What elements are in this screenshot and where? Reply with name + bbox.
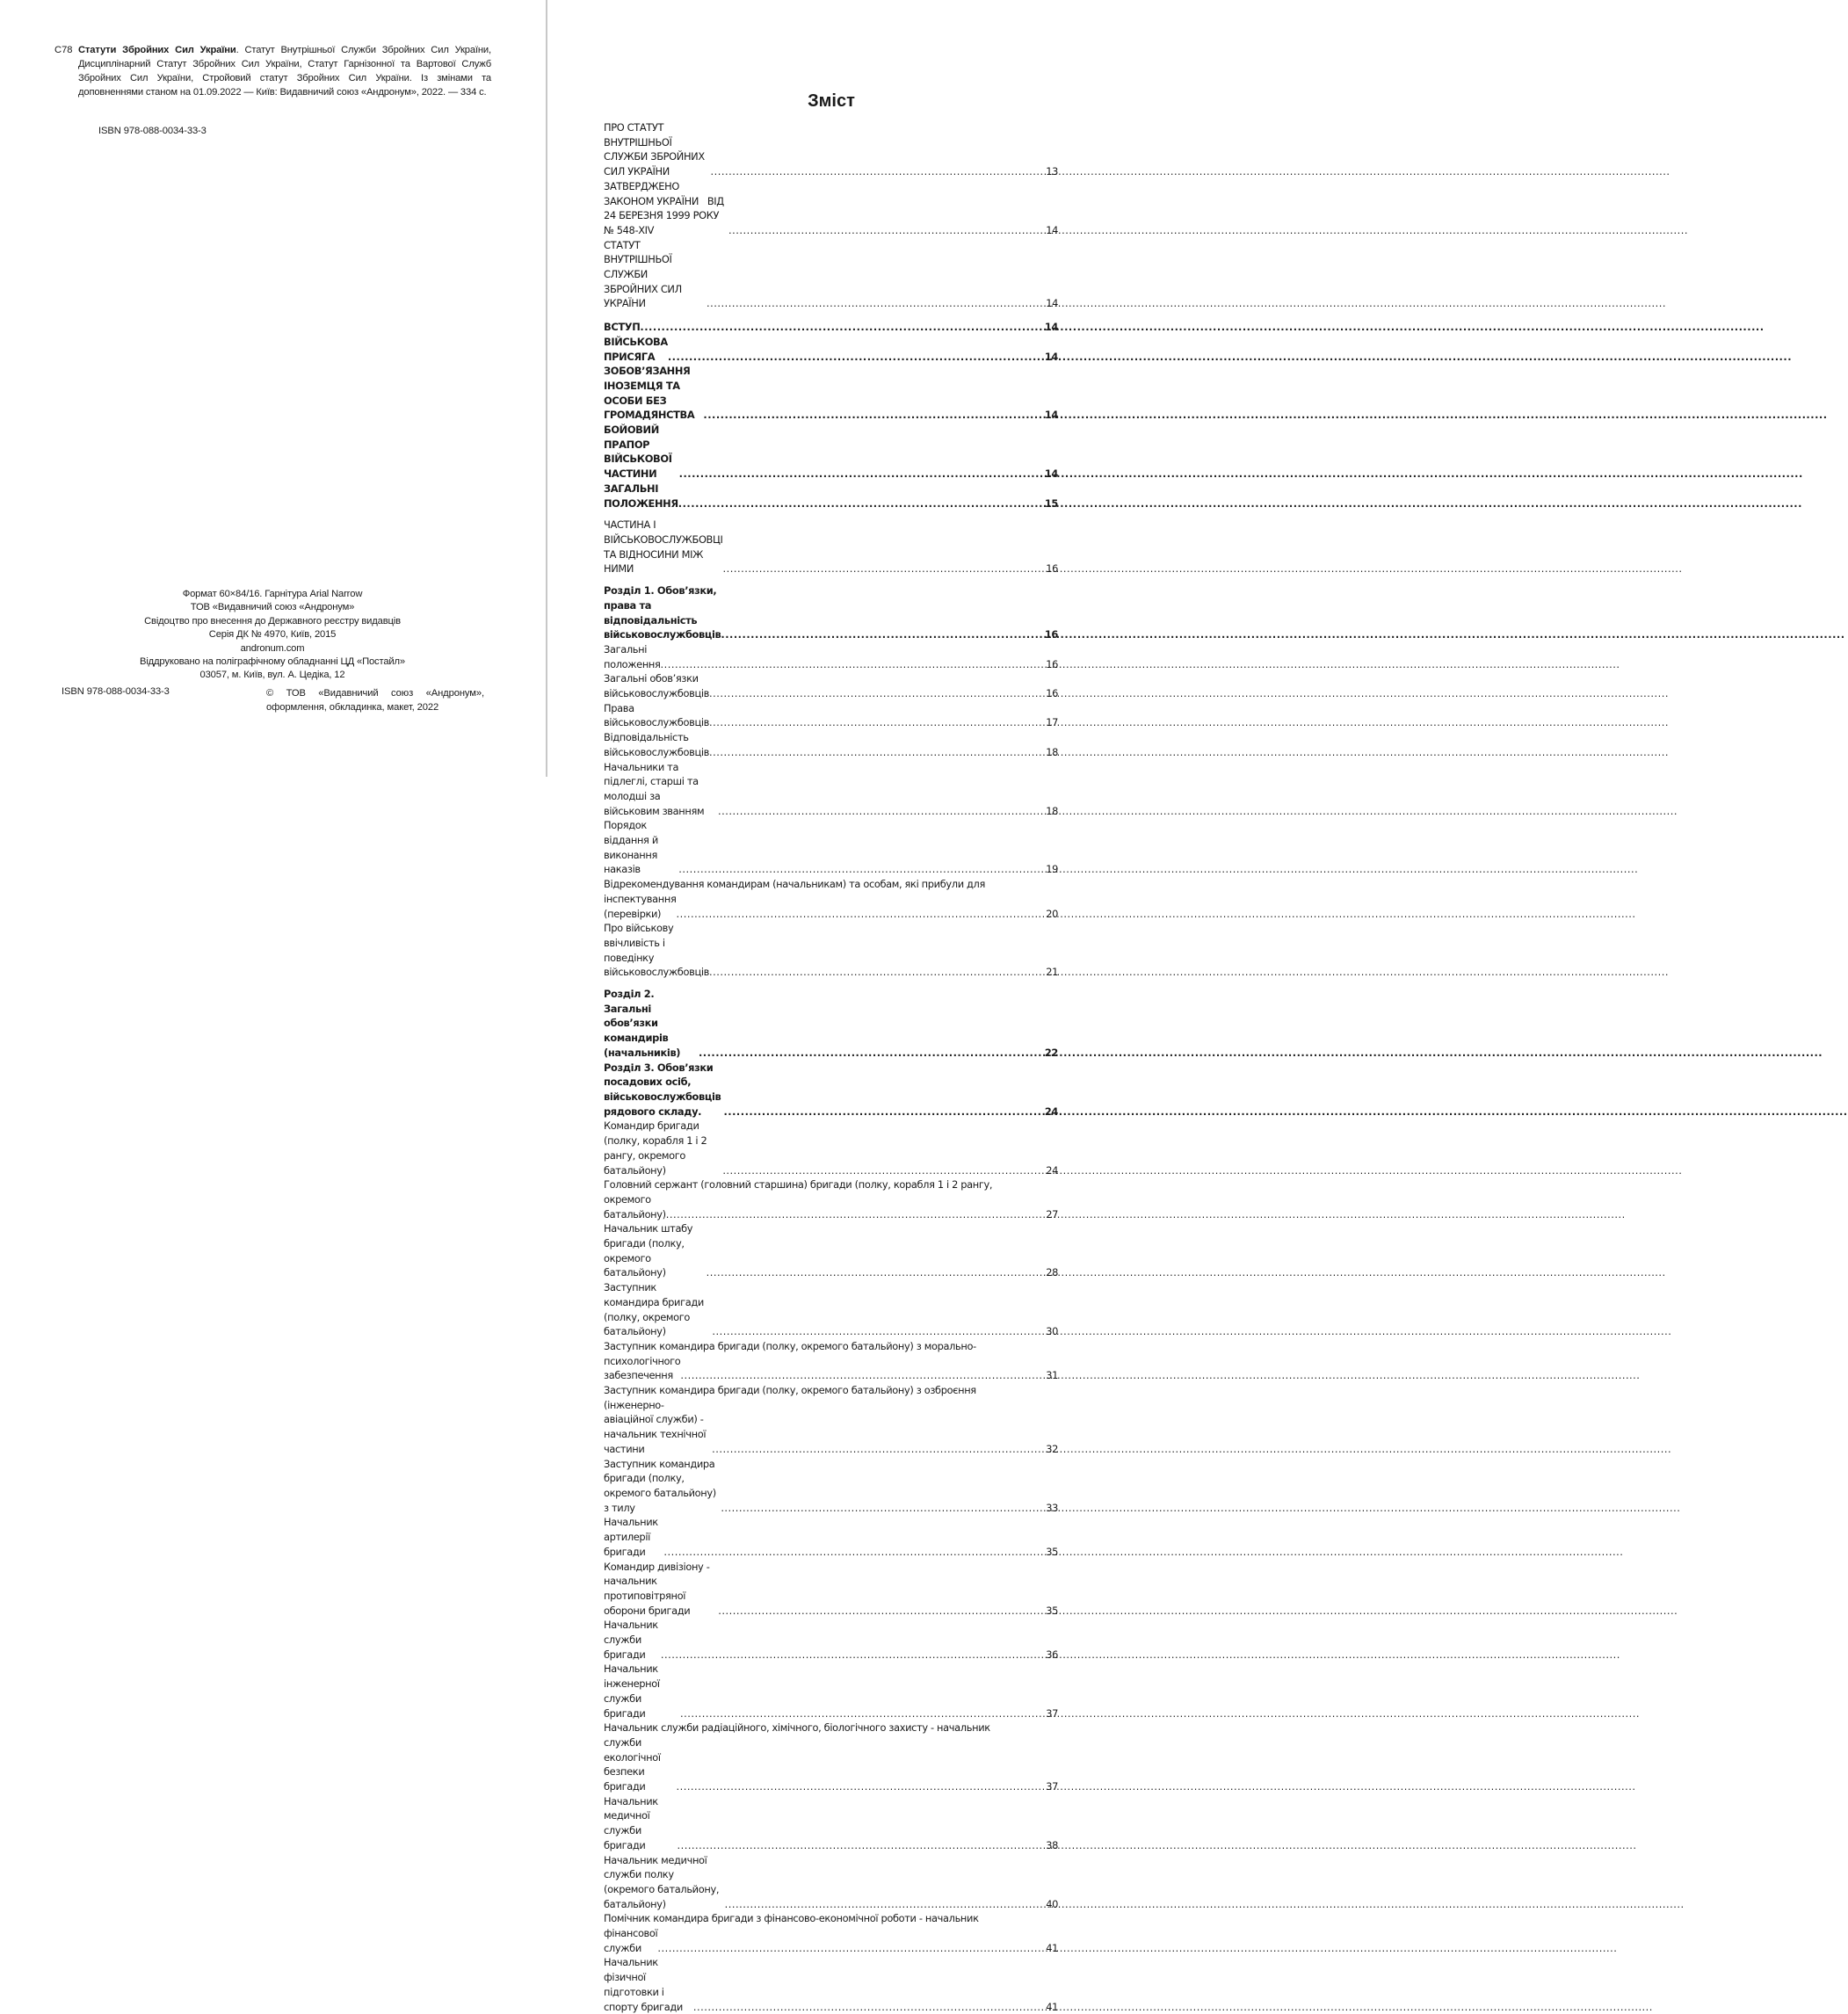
toc-entry-title-line2: (інженерно-авіаційної служби) - начальник технічної частини — [604, 1398, 709, 1455]
leader-dots — [677, 1838, 1045, 1853]
toc-entry-title-line1: Заступник командира бригади (полку, окремого батальйону) з морально- — [604, 1339, 976, 1352]
toc-entry-title: Права військовослужбовців — [604, 701, 710, 729]
toc-entry[interactable] — [604, 482, 1058, 511]
toc-entry[interactable] — [604, 1280, 1058, 1339]
leader-dots — [680, 1368, 1045, 1383]
toc-entry-title-line1: Заступник командира бригади (полку, окремого батальйону) з озброєння — [604, 1384, 976, 1397]
toc-entry[interactable] — [604, 179, 1058, 238]
toc-entry-title-line2: служби екологічної безпеки бригади — [604, 1735, 663, 1793]
toc-entry-title: Розділ 2. Загальні обов’язки командирів (начальників) — [604, 988, 684, 1059]
toc-entry-page: 37 — [1046, 1706, 1058, 1720]
leader-dots — [709, 715, 1045, 730]
leader-dots — [676, 907, 1045, 922]
copyright-notice: © ТОВ «Видавничий союз «Андронум», оформлення, обкладинка, макет, 2022 — [266, 688, 484, 713]
toc-entry[interactable] — [604, 583, 1058, 642]
isbn-top: ISBN 978-088-0034-33-3 — [98, 126, 207, 136]
table-of-contents — [604, 120, 1058, 2014]
leader-dots — [668, 350, 1044, 365]
book-title: Статути Збройних Сил України — [78, 45, 236, 55]
toc-entry[interactable] — [604, 364, 1058, 423]
leader-dots — [709, 686, 1045, 701]
toc-entry-page: 17 — [1046, 716, 1058, 729]
toc-entry-page: 28 — [1046, 1266, 1058, 1279]
toc-entry-title-line1: Начальник служби радіаційного, хімічного, біологічного захисту - начальник — [604, 1721, 990, 1735]
toc-entry-page: 31 — [1046, 1369, 1058, 1382]
toc-entry[interactable] — [604, 1119, 1058, 1177]
leader-dots — [721, 627, 1043, 642]
toc-entry-page: 14 — [1044, 321, 1058, 334]
toc-entry-page: 16 — [1046, 687, 1058, 700]
imprint-line: Серія ДК № 4970, Київ, 2015 — [208, 629, 337, 641]
leader-dots — [678, 496, 1044, 511]
toc-entry-page: 41 — [1046, 2000, 1058, 2013]
toc-entry-page: 38 — [1046, 1838, 1058, 1851]
leader-dots — [707, 296, 1045, 311]
toc-entry[interactable] — [604, 1383, 1058, 1457]
toc-entry[interactable] — [604, 1457, 1058, 1516]
bibliographic-record — [54, 43, 491, 99]
toc-entry-title: ВСТУП — [604, 321, 644, 334]
toc-entry[interactable] — [604, 987, 1058, 1061]
toc-entry[interactable] — [604, 1177, 1058, 1221]
book-description: . Статут Внутрішньої Служби Збройних Сил України, Дисциплінарний Статут Збройних Сил України, Статут Гарнізонної та Вартової Служб Збройних Сил України, Стройовий статут Збройних Сил України. Із змінами та доповненнями станом на 01.09.2022 — Київ: Видавничий союз «Андронум», 2022. — 334 с. — [78, 45, 491, 98]
toc-entry-title: Загальні обов’язки військовослужбовців — [604, 672, 713, 700]
toc-entry-title-line2: психологічного забезпечення — [604, 1354, 684, 1382]
toc-entry[interactable] — [604, 921, 1058, 980]
toc-entry[interactable] — [604, 423, 1058, 482]
toc-entry-title: Заступник командира бригади (полку, окремого батальйону) — [604, 1281, 707, 1338]
library-code: С78 — [54, 45, 73, 55]
toc-entry-title: Начальник інженерної служби бригади — [604, 1663, 663, 1720]
leader-dots — [693, 2000, 1045, 2014]
toc-entry-title: Відповідальність військовослужбовців — [604, 731, 710, 758]
toc-entry[interactable] — [604, 1221, 1058, 1280]
toc-entry[interactable] — [604, 1061, 1058, 1119]
toc-entry[interactable] — [604, 1955, 1058, 2014]
toc-entry-page: 30 — [1046, 1325, 1058, 1338]
toc-entry-page: 14 — [1044, 409, 1058, 422]
toc-entry[interactable] — [604, 877, 1058, 921]
leader-dots — [712, 1442, 1045, 1457]
toc-entry-title: Командир дивізіону - начальник протиповітряної оборони бригади — [604, 1560, 713, 1617]
leader-dots — [703, 408, 1043, 423]
toc-entry-page: 16 — [1044, 628, 1058, 641]
toc-entry-title: Начальник медичної служби бригади — [604, 1794, 662, 1851]
toc-entry[interactable] — [604, 818, 1058, 877]
toc-entry-title-line1: Помічник командира бригади з фінансово-економічної роботи - начальник — [604, 1912, 979, 1925]
imprint-line: andronum.com — [240, 642, 305, 654]
toc-entry[interactable] — [604, 1853, 1058, 1912]
leader-dots — [722, 1163, 1045, 1178]
isbn-bottom: ISBN 978-088-0034-33-3 — [62, 686, 170, 697]
leader-dots — [723, 1105, 1043, 1119]
toc-entry-title: ПРО СТАТУТ ВНУТРІШНЬОЇ СЛУЖБИ ЗБРОЙНИХ СИЛ УКРАЇНИ — [604, 121, 708, 178]
toc-entry[interactable] — [604, 671, 1058, 700]
toc-entry-page: 16 — [1046, 562, 1058, 576]
toc-entry-page: 35 — [1046, 1545, 1058, 1558]
leader-dots — [679, 467, 1044, 482]
leader-dots — [709, 965, 1045, 980]
toc-entry-title-line2: фінансової служби — [604, 1927, 661, 1954]
leader-dots — [707, 1265, 1046, 1280]
toc-entry-page: 18 — [1046, 745, 1058, 758]
left-page — [0, 0, 546, 777]
toc-entry-page: 13 — [1046, 165, 1058, 178]
toc-entry-title: Порядок віддання й виконання наказів — [604, 819, 662, 876]
toc-entry-page: 27 — [1046, 1207, 1058, 1221]
toc-entry-title: БОЙОВИЙ ПРАПОР ВІЙСЬКОВОЇ ЧАСТИНИ — [604, 424, 676, 481]
leader-dots — [663, 1545, 1045, 1560]
toc-entry-page: 24 — [1044, 1105, 1058, 1118]
toc-entry-page: 35 — [1046, 1604, 1058, 1617]
toc-entry-page: 14 — [1046, 223, 1058, 236]
toc-entry-title: Командир бригади (полку, корабля 1 і 2 рангу, окремого батальйону) — [604, 1119, 710, 1177]
toc-entry-page: 16 — [1046, 657, 1058, 670]
toc-entry-title: Начальник медичної служби полку (окремого батальйону, батальйону) — [604, 1853, 722, 1910]
toc-entry-title: ЗАТВЕРДЖЕНО ЗАКОНОМ УКРАЇНИ ВІД 24 БЕРЕЗНЯ 1999 РОКУ № 548-XIV — [604, 179, 728, 236]
imprint-line: Формат 60×84/16. Гарнітура Arial Narrow — [182, 589, 363, 599]
toc-entry[interactable] — [604, 1560, 1058, 1619]
toc-entry[interactable] — [604, 120, 1058, 179]
toc-entry-page: 22 — [1044, 1046, 1058, 1059]
toc-entry-title: ЗОБОВ’ЯЗАННЯ ІНОЗЕМЦЯ ТА ОСОБИ БЕЗ ГРОМАДЯНСТВА — [604, 365, 698, 422]
imprint-line: 03057, м. Київ, вул. А. Цедіка, 12 — [199, 670, 345, 681]
toc-entry-title: Заступник командира бригади (полку, окремого батальйону) з тилу — [604, 1457, 720, 1514]
toc-entry-page: 21 — [1046, 966, 1058, 979]
leader-dots — [725, 1897, 1046, 1912]
toc-entry-title: Загальні положення — [604, 642, 661, 670]
toc-entry-page: 40 — [1046, 1897, 1058, 1910]
toc-entry[interactable] — [604, 518, 1058, 576]
toc-entry-title-line1: Відрекомендування командирам (начальникам) та особам, які прибули для — [604, 878, 985, 891]
toc-entry[interactable] — [604, 701, 1058, 730]
toc-entry-page: 36 — [1046, 1648, 1058, 1661]
toc-entry-page: 18 — [1046, 804, 1058, 817]
toc-entry[interactable] — [604, 1618, 1058, 1662]
leader-dots — [661, 1648, 1045, 1663]
toc-entry-title: Розділ 1. Обов’язки, права та відповідальність військовослужбовців — [604, 584, 721, 641]
leader-dots — [640, 320, 1043, 335]
leader-dots — [712, 1324, 1045, 1339]
toc-entry-title: Начальник артилерії бригади — [604, 1516, 662, 1558]
toc-entry-title: Про військову ввічливість і поведінку військовослужбовців — [604, 922, 713, 979]
toc-entry[interactable] — [604, 760, 1058, 819]
bibliographic-description — [78, 43, 491, 99]
leader-dots — [678, 862, 1045, 877]
toc-entry-title: ЗАГАЛЬНІ ПОЛОЖЕННЯ — [604, 482, 678, 510]
toc-entry-page: 24 — [1046, 1163, 1058, 1177]
leader-dots — [728, 223, 1045, 238]
toc-entry-page: 14 — [1046, 297, 1058, 310]
toc-entry-page: 37 — [1046, 1780, 1058, 1793]
leader-dots — [718, 1604, 1045, 1619]
toc-entry[interactable] — [604, 1339, 1058, 1383]
toc-entry-title: Начальник фізичної підготовки і спорту бригади — [604, 1956, 683, 2013]
toc-entry-title: Начальник штабу бригади (полку, окремого батальйону) — [604, 1222, 696, 1279]
leader-dots — [676, 1779, 1045, 1794]
toc-entry-page: 33 — [1046, 1501, 1058, 1514]
leader-dots — [661, 657, 1046, 672]
leader-dots — [666, 1207, 1045, 1222]
imprint-line: Віддруковано на поліграфічному обладнанні ЦД «Постайл» — [140, 656, 405, 668]
imprint — [53, 588, 492, 683]
toc-entry-title: Начальник служби бригади — [604, 1619, 662, 1661]
toc-entry-page: 14 — [1044, 467, 1058, 481]
toc-entry-title: Начальники та підлеглі, старші та молодші за військовим званням — [604, 760, 705, 817]
leader-dots — [709, 745, 1045, 760]
toc-entry-title: СТАТУТ ВНУТРІШНЬОЇ СЛУЖБИ ЗБРОЙНИХ СИЛ УКРАЇНИ — [604, 238, 685, 310]
toc-title: Зміст — [808, 91, 855, 111]
toc-entry-page: 14 — [1044, 350, 1058, 363]
toc-entry-title: ВІЙСЬКОВА ПРИСЯГА — [604, 335, 671, 363]
toc-entry[interactable] — [604, 1794, 1058, 1853]
leader-dots — [721, 1501, 1045, 1516]
leader-dots — [657, 1941, 1045, 1956]
toc-entry-title-line1: Головний сержант (головний старшина) бригади (полку, корабля 1 і 2 рангу, — [604, 1178, 993, 1192]
toc-entry-page: 15 — [1044, 496, 1058, 510]
imprint-line: Свідоцтво про внесення до Державного реєстру видавців — [144, 615, 401, 627]
leader-dots — [723, 561, 1046, 576]
toc-entry[interactable] — [604, 642, 1058, 671]
leader-dots — [680, 1706, 1045, 1721]
toc-entry-page: 41 — [1046, 1941, 1058, 1954]
toc-entry-title-line2: окремого батальйону) — [604, 1192, 666, 1221]
toc-entry-page: 20 — [1046, 907, 1058, 920]
toc-entry-title-line2: інспектування (перевірки) — [604, 892, 679, 920]
imprint-line: ТОВ «Видавничий союз «Андронум» — [190, 602, 355, 613]
toc-entry[interactable] — [604, 1662, 1058, 1721]
toc-entry[interactable] — [604, 335, 1058, 364]
toc-entry-title: ЧАСТИНА І ВІЙСЬКОВОСЛУЖБОВЦІ ТА ВІДНОСИНИ МІЖ НИМИ — [604, 518, 726, 576]
toc-entry[interactable] — [604, 1721, 1058, 1794]
toc-entry[interactable] — [604, 1515, 1058, 1559]
toc-entry[interactable] — [604, 1911, 1058, 1955]
toc-entry-page: 32 — [1046, 1442, 1058, 1455]
toc-entry[interactable] — [604, 238, 1058, 312]
leader-dots — [710, 164, 1045, 179]
toc-entry-page: 19 — [1046, 863, 1058, 876]
toc-entry[interactable] — [604, 730, 1058, 759]
toc-entry[interactable] — [604, 320, 1058, 335]
leader-dots — [718, 804, 1045, 819]
leader-dots — [699, 1046, 1044, 1061]
toc-entry-title: Розділ 3. Обов’язки посадових осіб, військовослужбовців рядового складу. — [604, 1061, 725, 1118]
